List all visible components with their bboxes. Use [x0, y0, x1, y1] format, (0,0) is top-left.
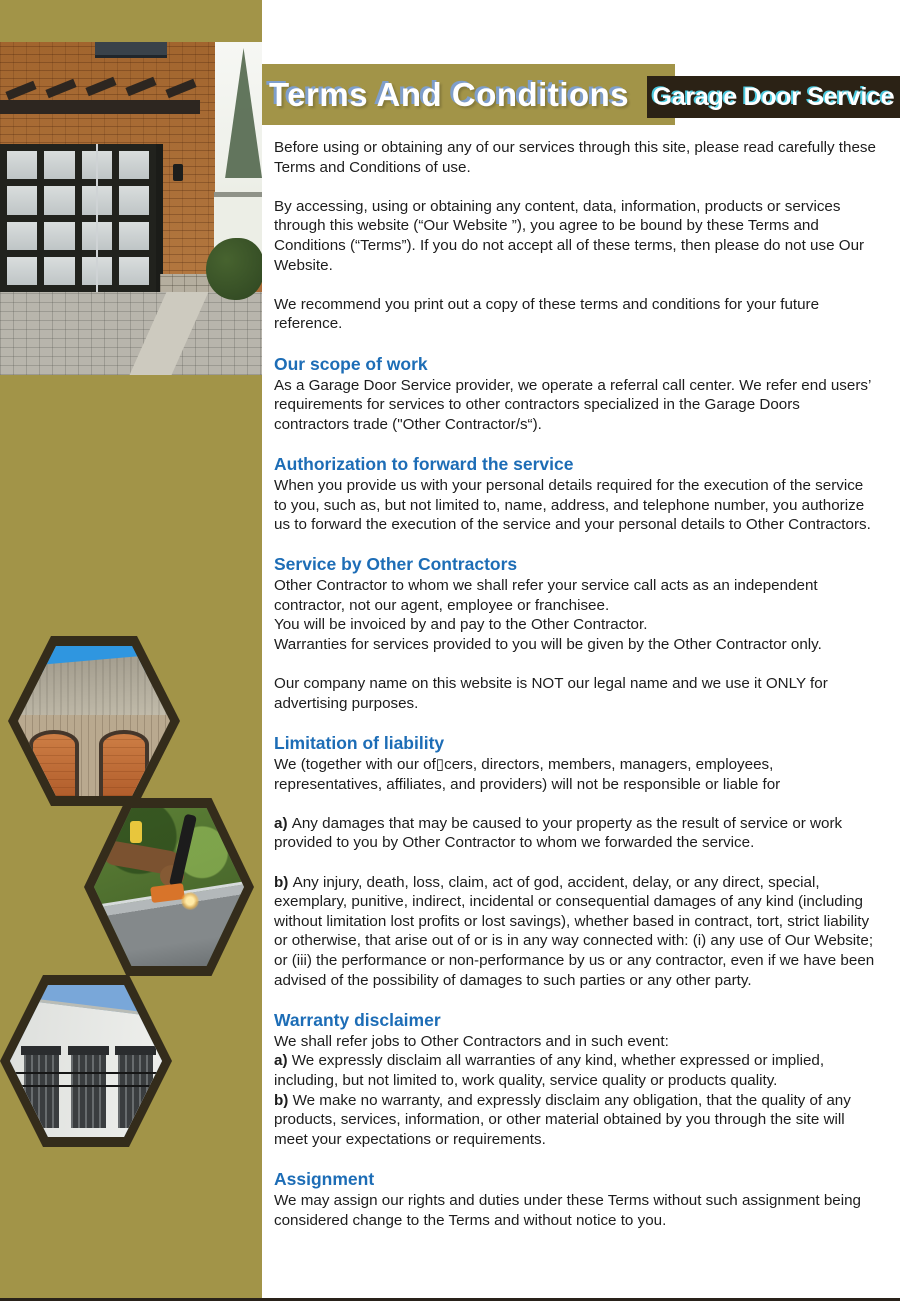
hex3-railing [10, 1085, 162, 1087]
section-heading: Authorization to forward the service [274, 453, 574, 474]
paragraph: Before using or obtaining any of our services through this site, please read carefully these Terms and Conditions of use. [274, 139, 876, 176]
paver-driveway [0, 292, 262, 375]
hex3-railing [10, 1072, 162, 1074]
hex-photo-inner [10, 985, 162, 1137]
paragraph-lead: b) [274, 873, 293, 891]
paragraph-lead: a) [274, 1052, 292, 1070]
paragraph: Warranties for services provided to you will be given by the Other Contractor only. [274, 636, 822, 654]
pergola-beam [0, 100, 200, 114]
terms-section [274, 733, 876, 990]
door-pane [119, 186, 149, 214]
page-title-bar [262, 64, 675, 125]
paragraph: We recommend you print out a copy of these terms and conditions for your future reference. [274, 295, 820, 333]
section-heading: Service by Other Contractors [274, 554, 518, 575]
page-title: Terms And Conditions [269, 75, 630, 113]
residential-garage-photo [0, 42, 262, 375]
sections-container [274, 354, 876, 1231]
wall-lamp [173, 164, 183, 181]
intro-paragraphs [274, 138, 876, 334]
paragraph: b) Any injury, death, loss, claim, act of god, accident, delay, or any direct, special, exemplary, punitive, indirect, incidental or consequential damages of any kind (including without limitation lost profits or lost savings), whether based in contract, tort, strict liability or otherwise, that arise out of or is in any way connected with: (i) any use of Our Website; or (iii) the performance or non-performance by us or any contractor, even if we have been advised of the possibility of damages to such parties or any other party. [274, 873, 875, 989]
paragraph: When you provide us with your personal details required for the execution of the service to you, such as, but not limited to, name, address, and telephone number, you authorize us to forward the execution of the service and your personal details to Other Contractors. [274, 476, 871, 534]
section-heading: Warranty disclaimer [274, 1009, 441, 1030]
paragraph: a) We expressly disclaim all warranties of any kind, whether expressed or implied, including, but not limited to, work quality, service quality or products quality. [274, 1052, 825, 1089]
paragraph: By accessing, using or obtaining any content, data, information, products or services through this website (“Our Website ”), you agree to be bound by these Terms and Conditions (“Terms”). If you do not accept all of these terms, then please do not use Our Website. [274, 197, 865, 274]
brand-bar [647, 76, 900, 118]
door-pane [44, 151, 74, 179]
door-pane [119, 222, 149, 250]
terms-section [274, 354, 876, 435]
hex1-orange-door [99, 730, 149, 796]
hex2-yellow-grip [130, 821, 142, 843]
paragraph: We shall refer jobs to Other Contractors and in such event: [274, 1032, 669, 1050]
section-heading: Limitation of liability [274, 733, 445, 754]
terms-section [274, 554, 876, 713]
paragraph: As a Garage Door Service provider, we operate a referral call center. We refer end users’ requirements for services to other contractors specialized in the Garage Doors contractors trade ("Other Contractor/s“). [274, 376, 871, 433]
glass-garage-door [0, 144, 163, 292]
paragraph: b) We make no warranty, and expressly disclaim any obligation, that the quality of any products, services, information, or other material obtained by you through the site will meet your expectations or requirements. [274, 1091, 851, 1148]
paragraph: Other Contractor to whom we shall refer your service call acts as an independent contractor, not our agent, employee or franchisee. [274, 577, 818, 614]
paragraph: a) Any damages that may be caused to your property as the result of service or work provided to you by Other Contractor to whom we forwarded the service. [274, 814, 843, 852]
door-pane [7, 151, 37, 179]
terms-content [274, 138, 876, 1230]
terms-section [274, 454, 876, 535]
door-pane [44, 257, 74, 285]
terms-section [274, 1010, 876, 1150]
paragraph: We may assign our rights and duties under these Terms without such assignment being considered change to the Terms and without notice to you. [274, 1191, 862, 1229]
door-pane [7, 186, 37, 214]
terms-section [274, 1169, 876, 1230]
paragraph: Our company name on this website is NOT our legal name and we use it ONLY for advertising purposes. [274, 675, 828, 712]
brand-name: Garage Door Service [652, 82, 895, 111]
hex-photo-inner [18, 646, 170, 796]
hex2-spark [181, 892, 199, 910]
section-heading: Our scope of work [274, 353, 428, 374]
door-pane [44, 186, 74, 214]
door-pane [7, 257, 37, 285]
door-pane [119, 257, 149, 285]
door-trim [96, 144, 98, 292]
paragraph-lead: a) [274, 814, 292, 832]
hex3-dock-door [24, 1055, 59, 1128]
hex-photo-inner [94, 808, 244, 966]
garden-bush [206, 238, 262, 300]
hex3-dock-door [71, 1055, 106, 1128]
door-pane [119, 151, 149, 179]
door-pane [7, 222, 37, 250]
section-heading: Assignment [274, 1168, 375, 1189]
paragraph: We (together with our of▯cers, directors, members, managers, employees, representatives, affiliates, and providers) will not be responsible or liable for [274, 756, 781, 793]
paragraph-lead: b) [274, 1091, 293, 1109]
paragraph: You will be invoiced by and pay to the Other Contractor. [274, 616, 648, 634]
door-pane [44, 222, 74, 250]
upper-window [95, 42, 167, 58]
